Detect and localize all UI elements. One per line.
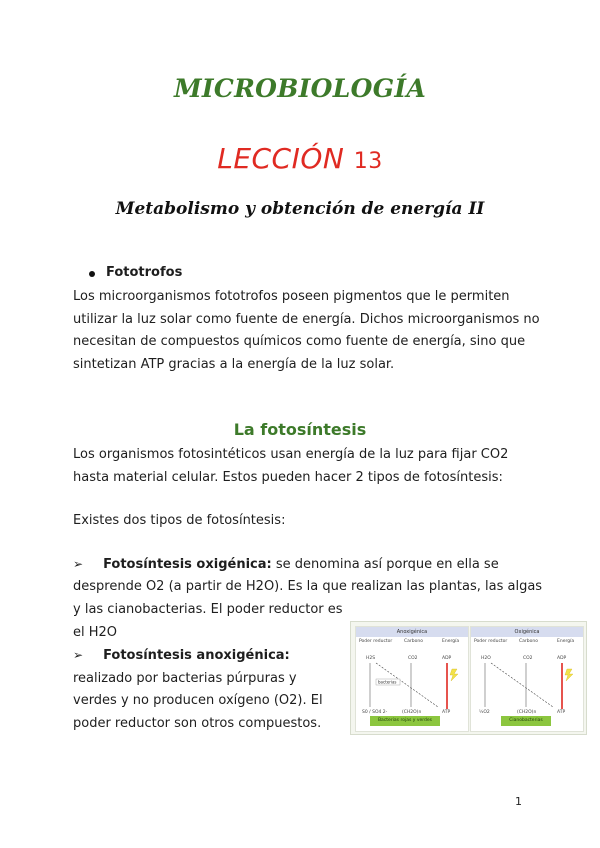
col-label: Carbono	[519, 639, 538, 644]
item-text-oxigenica-2: desprende O2 (a partir de H2O). Es la que realizan las plantas, las algas	[73, 579, 543, 594]
arrow-bullet-icon: ➢	[73, 648, 84, 662]
fototrofos-paragraph: Los microorganismos fototrofos poseen pigmentos que le permiten utilizar la luz solar como fuente de energía. Dichos microorganismos no necesitan de compuestos químicos como fuente de energía, sino que sintetizan ATP gracias a la energía de la luz solar.	[73, 289, 540, 372]
electron-path	[491, 663, 553, 707]
item-label-oxigenica: Fotosíntesis oxigénica:	[103, 557, 272, 572]
item-label-anoxigenica: Fotosíntesis anoxigénica:	[103, 648, 290, 663]
top-label: H2O	[481, 656, 491, 661]
panel-footer: Cianobacterias	[501, 716, 551, 726]
col-label: Energía	[557, 639, 575, 644]
top-label: ADP	[557, 656, 567, 661]
col-label: Carbono	[404, 639, 423, 644]
bottom-label: ATP	[557, 710, 566, 715]
lesson-heading	[0, 142, 600, 175]
top-label: CO2	[408, 656, 418, 661]
bullet-dot-icon	[89, 271, 95, 277]
item-text-anoxigenica: realizado por bacterias púrpuras y verdes y no producen oxígeno (O2). El poder reductor son otros compuestos.	[73, 670, 323, 731]
bottom-label: S0 / SO4 2-	[362, 710, 388, 715]
item-text-oxigenica-3: y las cianobacterias. El poder reductor es	[73, 602, 343, 617]
top-label: ADP	[442, 656, 452, 661]
item-text-oxigenica-1: se denomina así porque en ella se	[271, 557, 499, 572]
top-label: H2S	[366, 656, 376, 661]
photosynthesis-diagram	[350, 621, 587, 735]
col-label: Poder reductor	[359, 639, 393, 644]
lesson-subtitle: Metabolismo y obtención de energía II	[115, 199, 485, 219]
diagram-panel-oxigenica	[470, 626, 584, 732]
col-label: Energía	[442, 639, 460, 644]
panel-title: Anoxigénica	[356, 627, 468, 637]
bottom-label: ATP	[442, 710, 451, 715]
bullet-fototrofos: Fototrofos	[106, 265, 183, 280]
list-item-anoxigenica	[73, 644, 343, 735]
diagram-panel-anoxigenica	[355, 626, 469, 732]
types-intro: Existes dos tipos de fotosíntesis:	[73, 513, 286, 528]
col-label: Poder reductor	[474, 639, 508, 644]
page-number: 1	[515, 795, 522, 808]
light-bolt-icon	[450, 669, 458, 681]
document-title: MICROBIOLOGÍA	[173, 74, 427, 103]
bottom-label: (CH2O)n	[517, 710, 537, 715]
list-item-oxigenica	[73, 553, 543, 577]
lesson-word: LECCIÓN	[217, 142, 345, 175]
panel-footer: Bacterias rojas y verdes	[370, 716, 440, 726]
bottom-label: ½O2	[479, 710, 490, 715]
panel-title: Oxigénica	[471, 627, 583, 637]
item-text-oxigenica-4: el H2O	[73, 625, 118, 640]
light-bolt-icon	[565, 669, 573, 681]
bottom-label: (CH2O)n	[402, 710, 422, 715]
section-title-fotosintesis: La fotosíntesis	[233, 420, 367, 439]
top-label: CO2	[523, 656, 533, 661]
middle-label: bacterias	[378, 679, 397, 685]
arrow-bullet-icon: ➢	[73, 557, 84, 571]
fotosintesis-paragraph: Los organismos fotosintéticos usan energía de la luz para fijar CO2 hasta material celular. Estos pueden hacer 2 tipos de fotosíntesis:	[73, 447, 509, 485]
lesson-number: 13	[353, 149, 383, 174]
